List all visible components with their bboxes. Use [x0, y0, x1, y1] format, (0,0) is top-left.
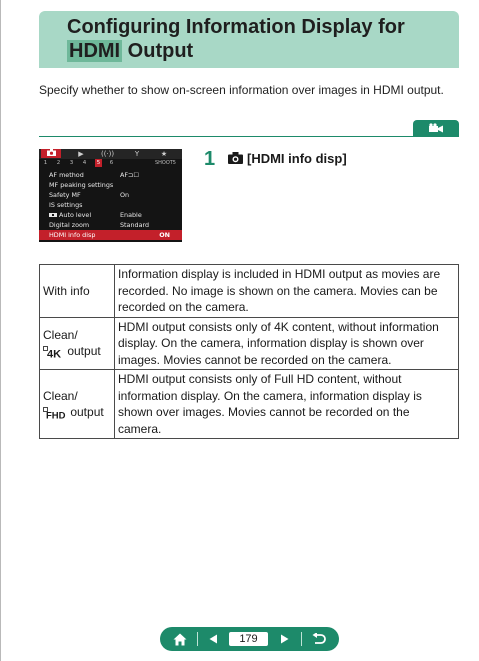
page-navigation-bar — [160, 627, 339, 651]
menu-page-num: 3 — [69, 160, 74, 166]
menu-row — [39, 220, 182, 230]
section-divider — [39, 136, 459, 137]
next-page-button[interactable] — [271, 627, 297, 651]
menu-row — [39, 190, 182, 200]
level-icon — [49, 212, 57, 218]
option-label-suffix: output — [64, 344, 101, 359]
4k-badge-text: 4K — [47, 348, 62, 359]
menu-row-value: Enable — [120, 211, 142, 219]
4k-resolution-icon — [43, 346, 64, 358]
menu-row — [39, 210, 182, 220]
menu-tab-bar — [39, 149, 182, 159]
playback-tab-icon: ▶ — [78, 150, 84, 158]
page-title-line-1: Configuring Information Display for — [67, 16, 405, 38]
menu-page-num: 4 — [82, 160, 87, 166]
wireless-tab-icon: ((·)) — [101, 150, 115, 158]
table-row — [40, 265, 459, 318]
step-number: 1 — [204, 148, 216, 170]
description-cell: HDMI output consists only of 4K content, without information display. On the camera, information display is shown over images. Movies cannot be recorded on the camera. — [115, 317, 459, 370]
description-cell: HDMI output consists only of Full HD content, without information display. On the camera, information display is shown over images. Movies cannot be recorded on the camera. — [115, 370, 459, 439]
movie-mode-tab — [413, 120, 459, 137]
option-cell — [40, 317, 115, 370]
fhd-badge-text: FHD — [46, 410, 66, 419]
menu-row-value: On — [120, 191, 130, 199]
back-icon — [312, 633, 326, 645]
menu-row-label: Digital zoom — [49, 221, 90, 229]
option-label-line-2 — [43, 343, 111, 360]
previous-page-button[interactable] — [200, 627, 226, 651]
menu-row — [39, 170, 182, 180]
camera-tab-icon — [41, 149, 61, 158]
intro-text: Specify whether to show on-screen information over images in HDMI output. — [39, 83, 444, 97]
prev-page-icon — [209, 634, 218, 644]
option-cell — [40, 370, 115, 439]
options-table — [39, 264, 459, 439]
menu-row — [39, 200, 182, 210]
menu-page-id: SHOOT5 — [154, 160, 176, 166]
menu-row-value: ON — [159, 231, 170, 239]
page-number: 179 — [229, 632, 268, 646]
page-edge — [0, 0, 1, 661]
camera-menu-screenshot — [39, 149, 182, 242]
shooting-tab-icon — [228, 152, 243, 164]
setup-tab-icon: Y — [134, 150, 140, 158]
menu-row-selected — [39, 230, 182, 240]
menu-row-label: HDMI info disp — [49, 231, 96, 239]
nav-separator — [301, 632, 302, 646]
menu-row-label: AF method — [49, 171, 84, 179]
nav-separator — [197, 632, 198, 646]
option-label: Clean/ — [43, 327, 78, 342]
menu-row-label: Safety MF — [49, 191, 81, 199]
menu-row-label — [49, 210, 91, 220]
description-cell: Information display is included in HDMI output as movies are recorded. No image is shown on the camera. Movies can be recorded on the camera. — [115, 265, 459, 318]
title-highlight: HDMI — [69, 40, 121, 62]
option-label-line-2 — [43, 404, 111, 421]
option-label: Clean/ — [43, 388, 78, 403]
page-title-banner — [39, 11, 459, 68]
page-title-line-2 — [67, 40, 193, 63]
home-icon — [173, 633, 187, 646]
table-row — [40, 317, 459, 370]
menu-row-label: IS settings — [49, 201, 83, 209]
menu-row — [39, 180, 182, 190]
movie-camera-icon — [428, 123, 444, 134]
home-button[interactable] — [166, 627, 194, 651]
menu-page-num: 2 — [56, 160, 61, 166]
my-menu-tab-icon: ★ — [160, 150, 168, 158]
option-label-suffix: output — [67, 405, 104, 419]
menu-page-num: 6 — [109, 160, 114, 166]
menu-page-numbers — [39, 159, 182, 167]
menu-page-num-active: 5 — [96, 160, 101, 166]
menu-row-label: MF peaking settings — [49, 181, 114, 189]
next-page-icon — [280, 634, 289, 644]
menu-row-label-text: Auto level — [59, 211, 92, 219]
step-instruction: [HDMI info disp] — [247, 151, 347, 166]
menu-row-value: AF⊐☐ — [120, 171, 140, 179]
option-label: With info — [43, 283, 90, 298]
table-row — [40, 370, 459, 439]
option-cell — [40, 265, 115, 318]
menu-row-value: Standard — [120, 221, 150, 229]
menu-page-num: 1 — [43, 160, 48, 166]
back-button[interactable] — [304, 627, 334, 651]
title-rest: Output — [122, 40, 194, 62]
fhd-resolution-icon — [43, 407, 67, 419]
